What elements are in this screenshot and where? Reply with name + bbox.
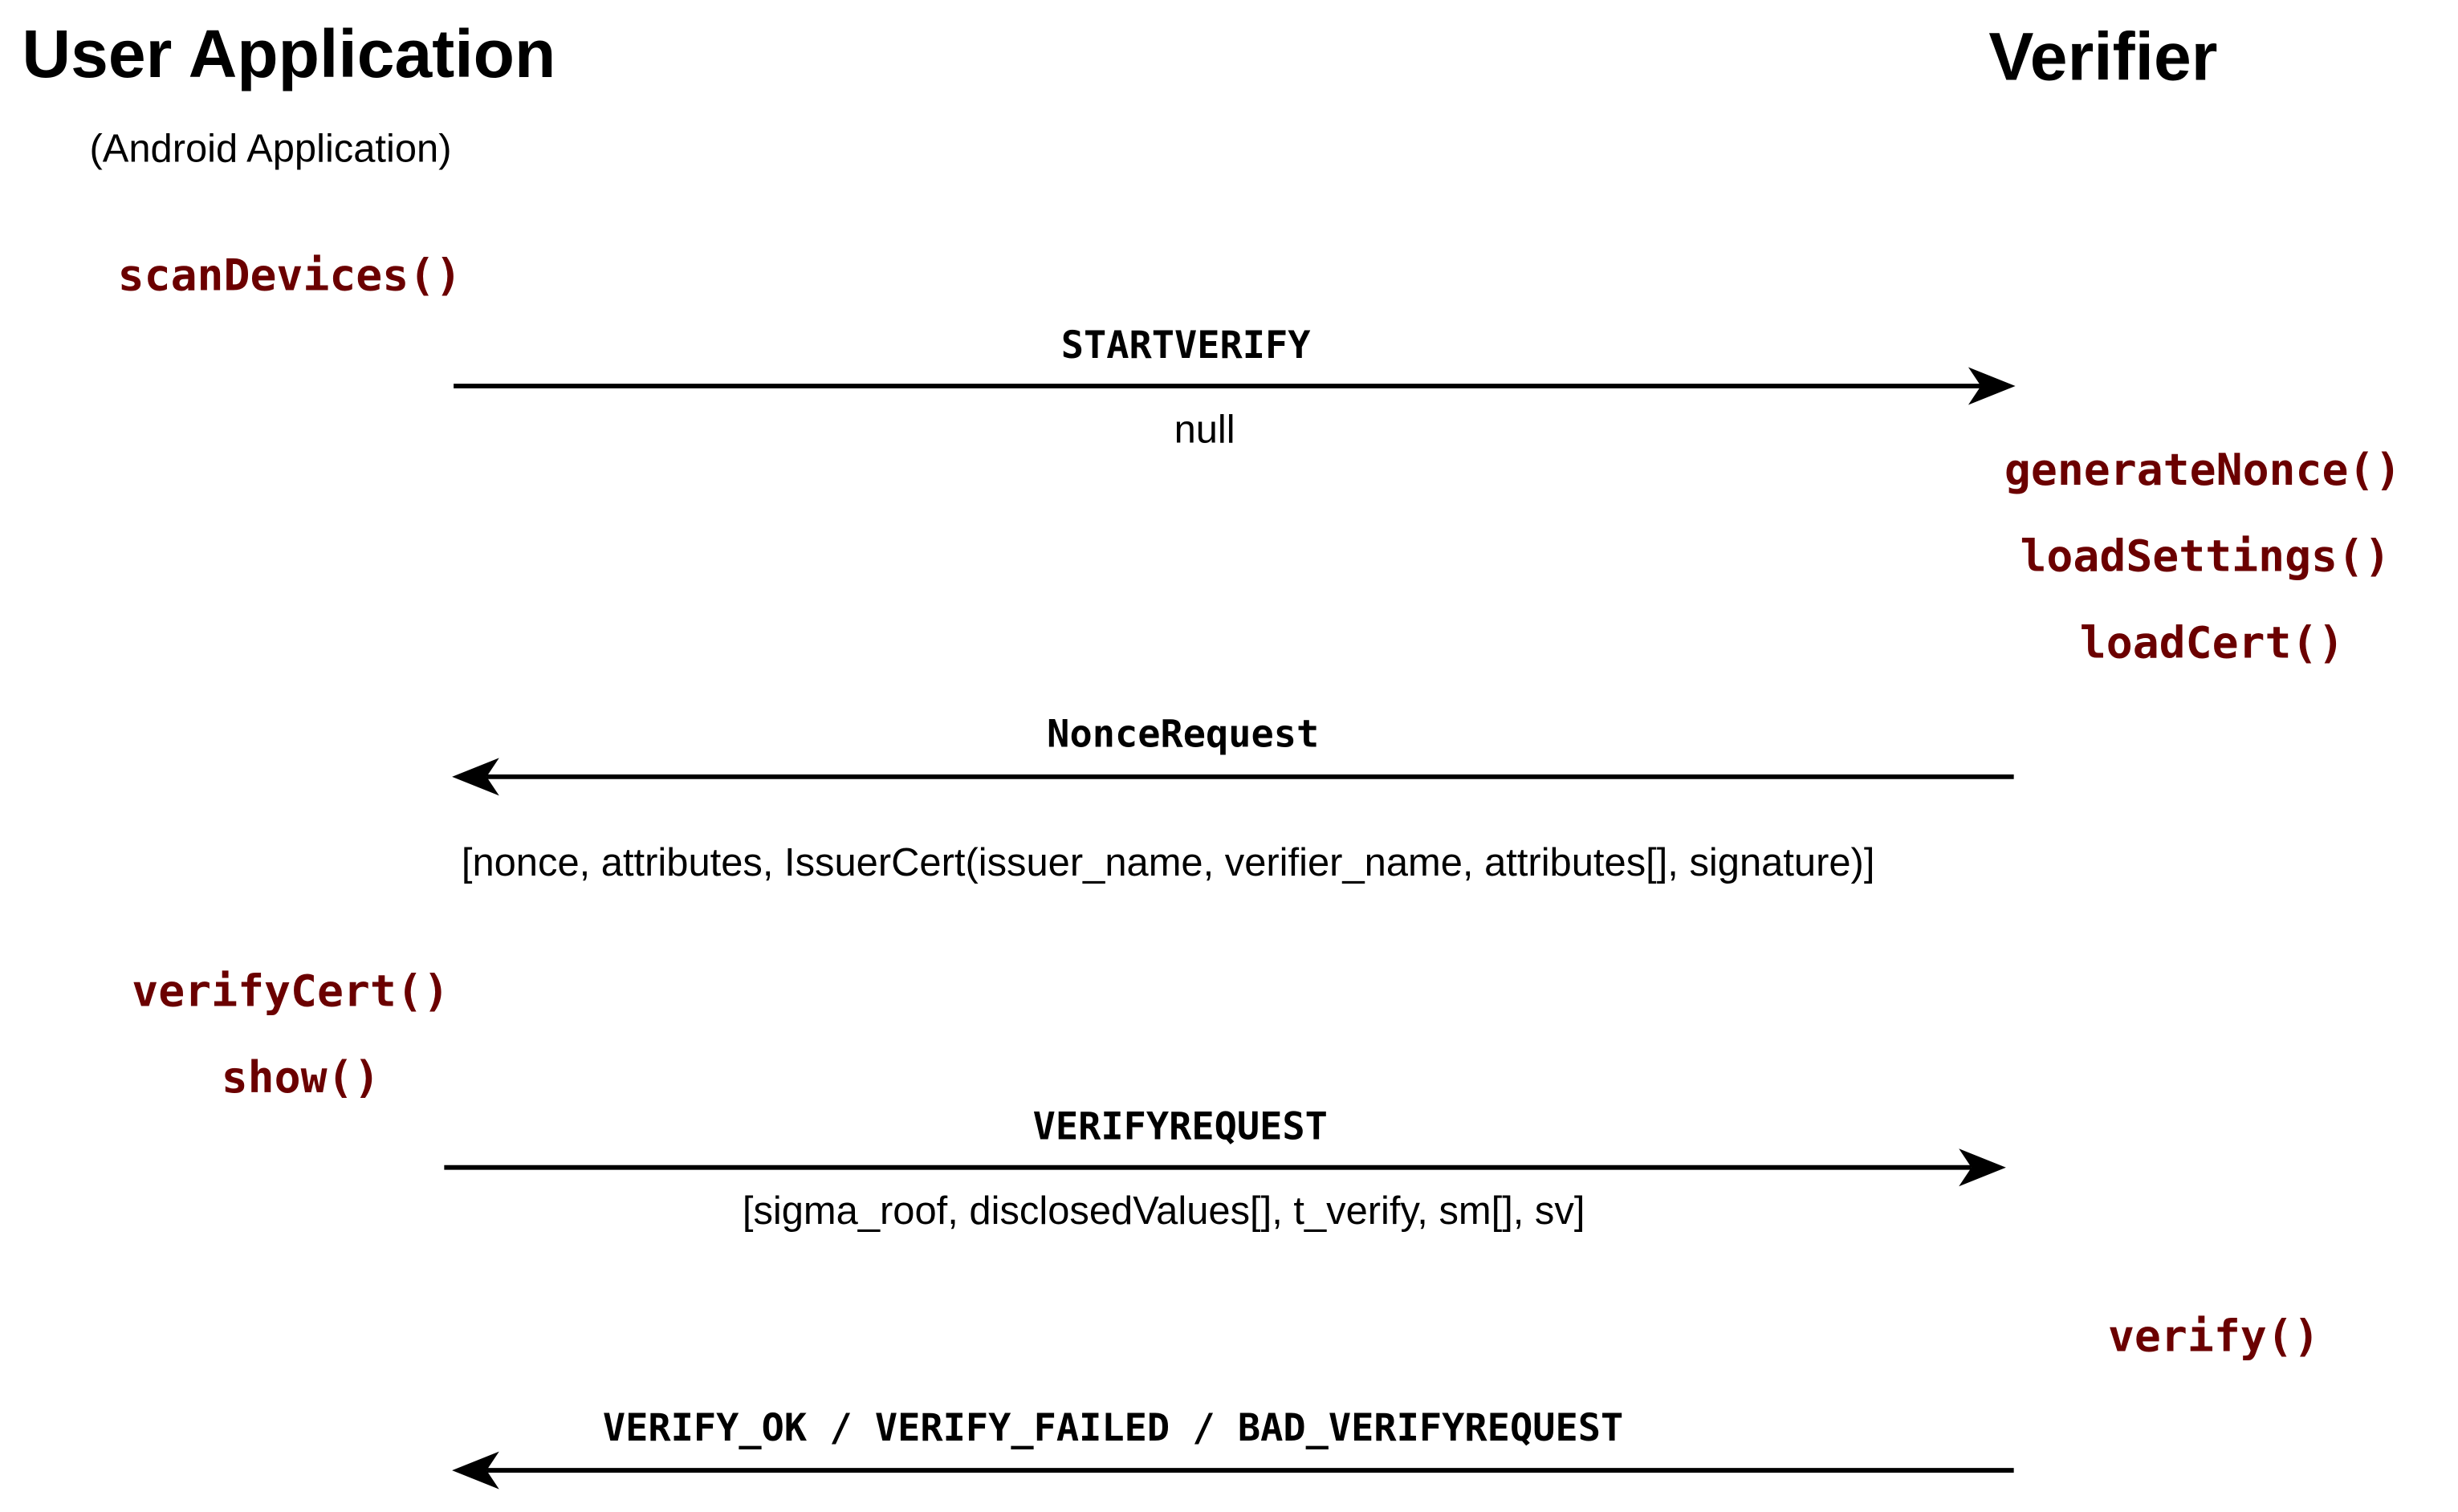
load-cert-action: loadCert() [2079, 616, 2345, 669]
arrow-noncerequest [452, 758, 2014, 795]
message-label-verifyrequest: VERIFYREQUEST [1032, 1104, 1328, 1149]
verify-cert-action: verifyCert() [132, 965, 450, 1018]
message-label-startverify: STARTVERIFY [1060, 323, 1311, 368]
verifier-title: Verifier [1988, 20, 2218, 96]
scan-devices-action: scanDevices() [117, 249, 462, 302]
arrow-verify-result [452, 1452, 2014, 1490]
arrow-verifyrequest [444, 1148, 2006, 1186]
message-payload-startverify: null [1174, 408, 1235, 453]
message-label-noncerequest: NonceRequest [1047, 712, 1320, 757]
load-settings-action: loadSettings() [2020, 530, 2391, 583]
user-application-title: User Application [22, 17, 556, 93]
show-action: show() [221, 1051, 381, 1104]
generate-nonce-action: generateNonce() [2004, 444, 2402, 496]
message-payload-noncerequest: [nonce, attributes, IssuerCert(issuer_name, verifier_name, attributes[], signature)] [461, 841, 1875, 885]
verify-action: verify() [2107, 1310, 2320, 1363]
arrow-startverify [454, 368, 2016, 405]
message-label-verify-result: VERIFY_OK / VERIFY_FAILED / BAD_VERIFYREQUEST [602, 1405, 1624, 1450]
message-payload-verifyrequest: [sigma_roof, disclosedValues[], t_verify, sm[], sv] [742, 1189, 1585, 1234]
user-application-subtitle: (Android Application) [89, 127, 452, 172]
